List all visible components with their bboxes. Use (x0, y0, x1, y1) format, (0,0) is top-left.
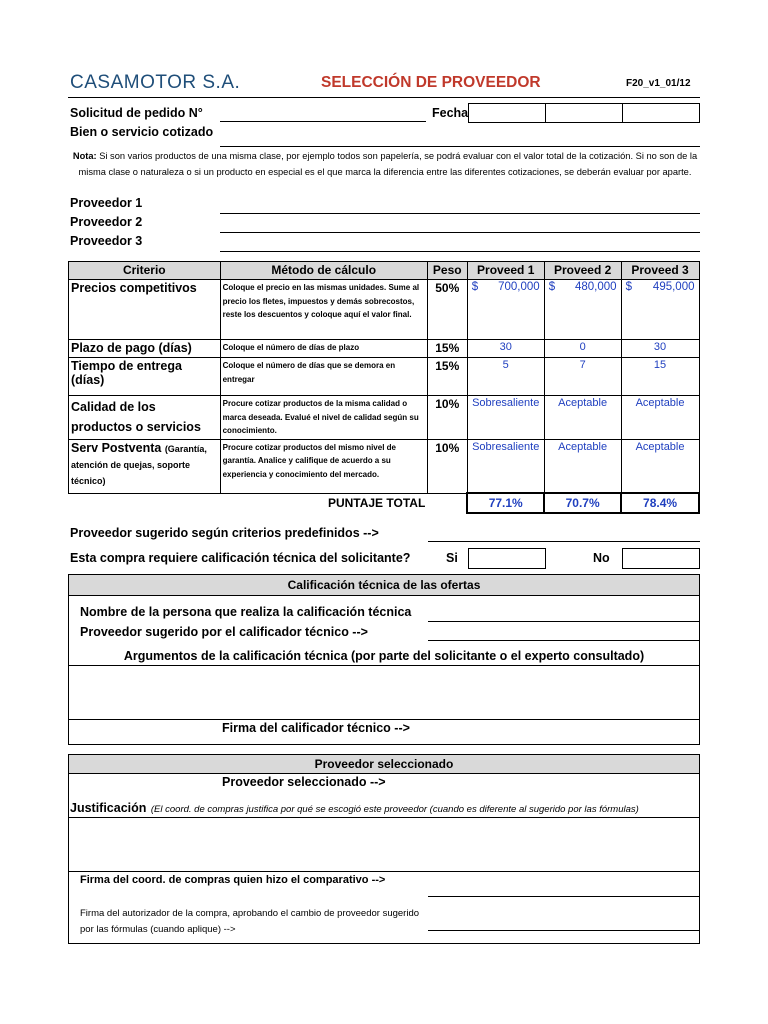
total-spacer (69, 493, 221, 513)
header-rule (68, 97, 700, 98)
auth-signature-field[interactable] (428, 930, 700, 931)
currency-symbol: $ (625, 281, 632, 293)
weight-cell: 15% (427, 340, 467, 358)
coord-signature-field[interactable] (428, 896, 700, 897)
tech-suggested-field[interactable] (428, 640, 700, 641)
provider-3-value[interactable]: Aceptable (621, 396, 699, 440)
company-name: CASAMOTOR S.A. (70, 72, 241, 93)
provider-1-value[interactable]: 30 (467, 340, 544, 358)
tech-person-label: Nombre de la persona que realiza la calificación técnica (80, 605, 412, 619)
method-cell: Procure cotizar productos de la misma calidad o marca deseada. Evalué el nivel de calidad según su conocimiento. (220, 396, 427, 440)
auth-signature-label: Firma del autorizador de la compra, aprobando el cambio de proveedor sugerido por las fórmulas (cuando aplique) --> (80, 908, 420, 935)
provider-2-value[interactable]: Aceptable (544, 439, 621, 493)
provider-3-price[interactable] (621, 280, 699, 340)
provider-3-value[interactable]: Aceptable (621, 439, 699, 493)
tech-person-field[interactable] (428, 621, 700, 622)
tech-suggested-label: Proveedor sugerido por el calificador técnico --> (80, 625, 368, 639)
method-cell: Procure cotizar productos del mismo nivel de garantía. Analice y califique de acuerdo a su experiencia y conocimiento del mercado. (220, 439, 427, 493)
form-title: SELECCIÓN DE PROVEEDOR (321, 74, 541, 91)
provider-1-value[interactable]: 5 (467, 358, 544, 396)
justification-row (70, 799, 698, 817)
provider-3-field[interactable] (220, 251, 700, 252)
weight-cell: 15% (427, 358, 467, 396)
provider-1-field[interactable] (220, 213, 700, 214)
table-row (69, 340, 700, 358)
price-value: 700,000 (498, 281, 540, 293)
table-row (69, 396, 700, 440)
criterion-cell: Calidad de los productos o servicios (69, 396, 221, 440)
tech-required-yes-label: Si (446, 551, 458, 565)
tech-required-no-box[interactable] (622, 548, 700, 569)
provider-3-value[interactable]: 15 (621, 358, 699, 396)
date-month-field[interactable] (545, 103, 623, 123)
criterion-note: (Garantía, atención de quejas, soporte técnico) (71, 443, 207, 486)
item-label: Bien o servicio cotizado (70, 125, 214, 139)
currency-symbol: $ (548, 281, 556, 293)
provider-2-label: Proveedor 2 (70, 215, 143, 229)
provider-2-value[interactable]: 0 (544, 340, 621, 358)
note-prefix: Nota: (72, 151, 97, 161)
justification-area[interactable] (68, 817, 700, 872)
total-provider-1: 77.1% (467, 493, 544, 513)
evaluation-table (68, 261, 700, 514)
provider-1-price[interactable] (467, 280, 544, 340)
weight-cell: 10% (427, 396, 467, 440)
note (72, 149, 698, 180)
header-provider-1: Proveed 1 (467, 262, 544, 280)
provider-2-field[interactable] (220, 232, 700, 233)
tech-signature-label: Firma del calificador técnico --> (222, 721, 410, 735)
tech-arguments-label: Argumentos de la calificación técnica (por parte del solicitante o el experto consultado) (123, 649, 645, 663)
selected-provider-label: Proveedor seleccionado --> (222, 775, 386, 789)
total-label: PUNTAJE TOTAL (327, 496, 426, 511)
header-provider-3: Proveed 3 (621, 262, 699, 280)
provider-1-value[interactable]: Sobresaliente (467, 439, 544, 493)
date-year-field[interactable] (622, 103, 700, 123)
note-text: Si son varios productos de una misma clase, por ejemplo todos son papelería, se podrá evaluar con el valor total de la cotización. Si no son de la misma clase o naturaleza o si un producto en especial es el que marca la diferencia entre las diferentes cotizaciones, se deberán evaluar por aparte. (78, 151, 698, 177)
provider-1-value[interactable]: Sobresaliente (467, 396, 544, 440)
criterion-name: Serv Postventa (71, 440, 162, 455)
coord-signature-label: Firma del coord. de compras quien hizo el comparativo --> (80, 874, 386, 886)
total-row (69, 493, 700, 513)
currency-symbol: $ (471, 281, 479, 293)
header-criterion: Criterio (69, 262, 221, 280)
criterion-cell: Tiempo de entrega (días) (69, 358, 221, 396)
suggested-provider-label: Proveedor sugerido según criterios predefinidos --> (70, 526, 379, 540)
table-row (69, 358, 700, 396)
provider-2-price[interactable] (544, 280, 621, 340)
form-code: F20_v1_01/12 (626, 78, 691, 89)
table-row (69, 280, 700, 340)
selected-section-title: Proveedor seleccionado (68, 754, 700, 774)
tech-section-title: Calificación técnica de las ofertas (68, 574, 700, 596)
order-number-label: Solicitud de pedido N° (70, 106, 203, 120)
total-provider-3: 78.4% (621, 493, 699, 513)
item-field[interactable] (220, 146, 700, 147)
weight-cell: 10% (427, 439, 467, 493)
justification-label: Justificación (70, 801, 147, 815)
total-provider-2: 70.7% (544, 493, 621, 513)
tech-required-yes-box[interactable] (468, 548, 546, 569)
weight-cell: 50% (427, 280, 467, 340)
justification-note: (El coord. de compras justifica por qué se escogió este proveedor (cuando es diferente al sugerido por las fórmulas) (150, 804, 639, 815)
criterion-cell: Precios competitivos (69, 280, 221, 340)
price-value: 495,000 (652, 281, 695, 293)
tech-arguments-area[interactable] (68, 665, 700, 720)
header-method: Método de cálculo (220, 262, 427, 280)
date-day-field[interactable] (468, 103, 546, 123)
date-label: Fecha (432, 106, 469, 120)
provider-2-value[interactable]: Aceptable (544, 396, 621, 440)
provider-2-value[interactable]: 7 (544, 358, 621, 396)
total-spacer (427, 493, 467, 513)
tech-required-question: Esta compra requiere calificación técnica del solicitante? (70, 551, 411, 565)
provider-3-value[interactable]: 30 (621, 340, 699, 358)
suggested-provider-field[interactable] (428, 541, 700, 542)
method-cell: Coloque el número de días de plazo (220, 340, 427, 358)
provider-3-label: Proveedor 3 (70, 234, 143, 248)
method-cell: Coloque el número de días que se demora en entregar (220, 358, 427, 396)
table-row (69, 439, 700, 493)
header-weight: Peso (427, 262, 467, 280)
criterion-cell: Plazo de pago (días) (69, 340, 221, 358)
order-number-field[interactable] (220, 121, 426, 122)
header-provider-2: Proveed 2 (544, 262, 621, 280)
price-value: 480,000 (575, 281, 617, 293)
method-cell: Coloque el precio en las mismas unidades. Sume al precio los fletes, impuestos y demás sobrecostos, reste los descuentos y coloque aquí el valor final. (220, 280, 427, 340)
provider-1-label: Proveedor 1 (70, 196, 143, 210)
tech-required-no-label: No (593, 551, 610, 565)
criterion-cell (69, 439, 221, 493)
